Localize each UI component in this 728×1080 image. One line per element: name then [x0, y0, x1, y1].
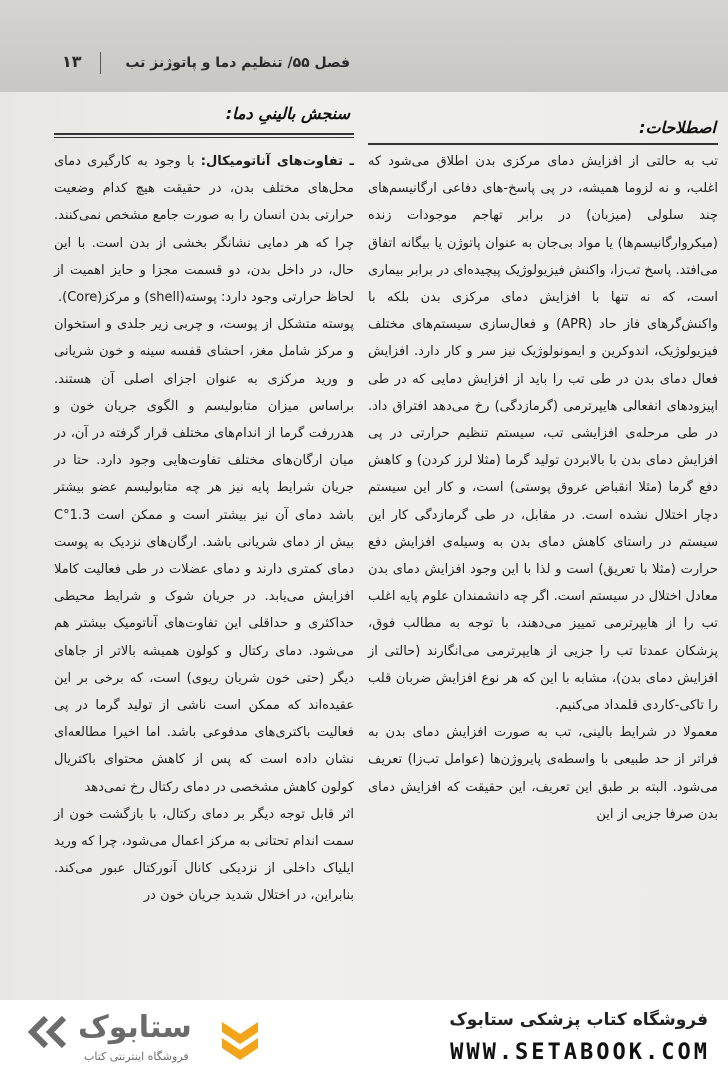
paragraph-text: با وجود به کارگیری دمای محل‌های مختلف بدن، در حقیقت هیچ کدام وضعیت حرارتی بدن انسان را به صورت جامع مشخص نمی‌کنند. چرا که هر دمایی نشانگر بخشی از بدن است. با این حال، در داخل بدن، دو قسمت مجزا و حایز اهمیت از لحاظ حرارتی وجود دارد: پوسته(shell) و مرکز(Core).	[54, 154, 354, 306]
paragraph: پوسته متشکل از پوست، و چربی زیر جلدی و استخوان و مرکز شامل مغز، احشای قفسه سینه و خون شریانی و ورید مرکزی به عنوان اجزای اصلی آن هستند. براساس میزان متابولیسم و الگوی جریان خون و هدررفت گرما از اندام‌های مختلف قرار گرفته در آن، در میان ارگان‌های مختلف تفاوت‌هایی وجود دارد. حتا در جریان شرایط پایه نیز هر چه متابولیسم عضو بیشتر باشد دمای آن نیز بیشتر است و ممکن است 1.3°C بیش از دمای شریانی باشد. ارگان‌های نزدیک به پوست دمای کمتری دارند و دمای عضلات در طی فعالیت کاملا افزایش می‌یابد. در جریان شوک و شرایط محیطی حداکثری و حداقلی این تفاوت‌های آناتومیک بیشتر هم می‌شود. دمای رکتال و کولون همیشه بالاتر از جاهای دیگر (حتی خون شریان ریوی) است، که برخی بر این عقیده‌اند که ممکن است ناشی از تولید گرما در پی فعالیت باکتری‌های مدفوعی باشد. اما اخیرا مطالعه‌ای نشان داده است که پس از کاهش محتوای باکتریال کولون کاهش مشخصی در دمای رکتال رخ نمی‌دهد	[54, 317, 354, 795]
paragraph: معمولا در شرایط بالینی، تب به صورت افزایش دمای بدن به فراتر از حد طبیعی با واسطه‌ی پایروژن‌ها (عوامل تب‌زا) تعریف می‌شود. البته بر طبق این تعریف، این حقیقت که افزایش دمای بدن صرفا جزیی از این	[368, 725, 718, 822]
book-chevron-icon	[220, 1020, 260, 1064]
anatomical-differences-lead: ـ تفاوت‌های آناتومیکال:	[200, 154, 354, 169]
right-text-column	[368, 148, 718, 828]
page-number: ۱۳	[62, 52, 82, 71]
clinical-heading-rule	[54, 133, 354, 135]
terms-heading-rule	[368, 143, 718, 145]
store-footer	[0, 1000, 728, 1080]
logo-subtitle: فروشگاه اینترنتی کتاب	[84, 1050, 189, 1063]
paragraph: اثر قابل توجه دیگر بر دمای رکتال، با بازگشت خون از سمت اندام تحتانی به مرکز اعمال می‌شود، چرا که ورید ایلیاک داخلی از نزدیکی کانال آنورکتال عبور می‌کند. بنابراین، در اختلال شدید جریان خون در	[54, 806, 354, 904]
header-divider	[100, 52, 101, 74]
store-url-link[interactable]: WWW.SETABOOK.COM	[450, 1040, 710, 1065]
store-name: فروشگاه کتاب پزشکی ستابوک	[449, 1010, 708, 1030]
store-logo[interactable]	[24, 1012, 254, 1070]
chapter-title: فصل ۵۵/ تنظیم دما و پاتوژنز تب	[125, 55, 350, 71]
left-text-column	[54, 148, 354, 910]
logo-wordmark: ستابوک	[78, 1010, 192, 1045]
terms-heading: اصطلاحات:	[639, 118, 716, 137]
double-chevron-icon	[24, 1012, 74, 1052]
clinical-heading-rule-thin	[54, 137, 354, 138]
paragraph	[54, 148, 354, 311]
page-header	[0, 0, 728, 92]
clinical-measurement-heading: سنجش بالینیِ دما:	[225, 104, 350, 123]
paragraph: تب به حالتی از افزایش دمای مرکزی بدن اطلاق می‌شود که اغلب، و نه لزوما همیشه، در پی پاسخ-های دفاعی ارگانیسم‌های چند سلولی (میزبان) در برابر تهاجم موجودات زنده (میکروارگانیسم‌ها) یا مواد بی‌جان به عنوان پاتوژن یا بیگانه اتفاق می‌افتد. پاسخ تب‌زا، واکنش فیزیولوژیک پیچیده‌ای در برابر بیماری است، که نه تنها با افزایش دمای مرکزی بدن بلکه با واکنش‌گرهای فاز حاد (APR) و فعال‌سازی سیستم‌های مختلف فیزیولوژیک، اندوکرین و ایمونولوژیک نیز سر و کار دارد. افزایش فعال دمای بدن در طی تب را باید از افزایش دمایی که در طی اپیزودهای انفعالی هایپرترمی (گرمازدگی) رخ می‌دهد افتراق داد. در طی مرحله‌ی افزایشی تب، سیستم تنظیم حرارتی در پی افزایش دمای بدن با بالابردن تولید گرما (مثلا لرز کردن) و کاهش دفع گرما (مثلا انقباض عروق پوستی) است، و کار این سیستم دچار اختلال نشده است. در مقابل، در طی گرمازدگی کار این سیستم در راستای کاهش دمای بدن به وسیله‌ی افزایش دفع حرارت (مثلا با تعریق) است و لذا با این وجود افزایش دمای بدن معادل اختلال در سیستم است. اگر چه دانشمندان علوم پایه اغلب تب را از هایپرترمی تمییز می‌دهند، با توجه به مطالب فوق، پزشکان عمدتا تب را جزیی از هایپرترمی می‌انگارند (حالتی از افزایش دمای بدن)، مشابه با این که هر نوع افزایش ضربان قلب را تاکی-کاردی قلمداد می‌کنیم.	[368, 154, 718, 714]
